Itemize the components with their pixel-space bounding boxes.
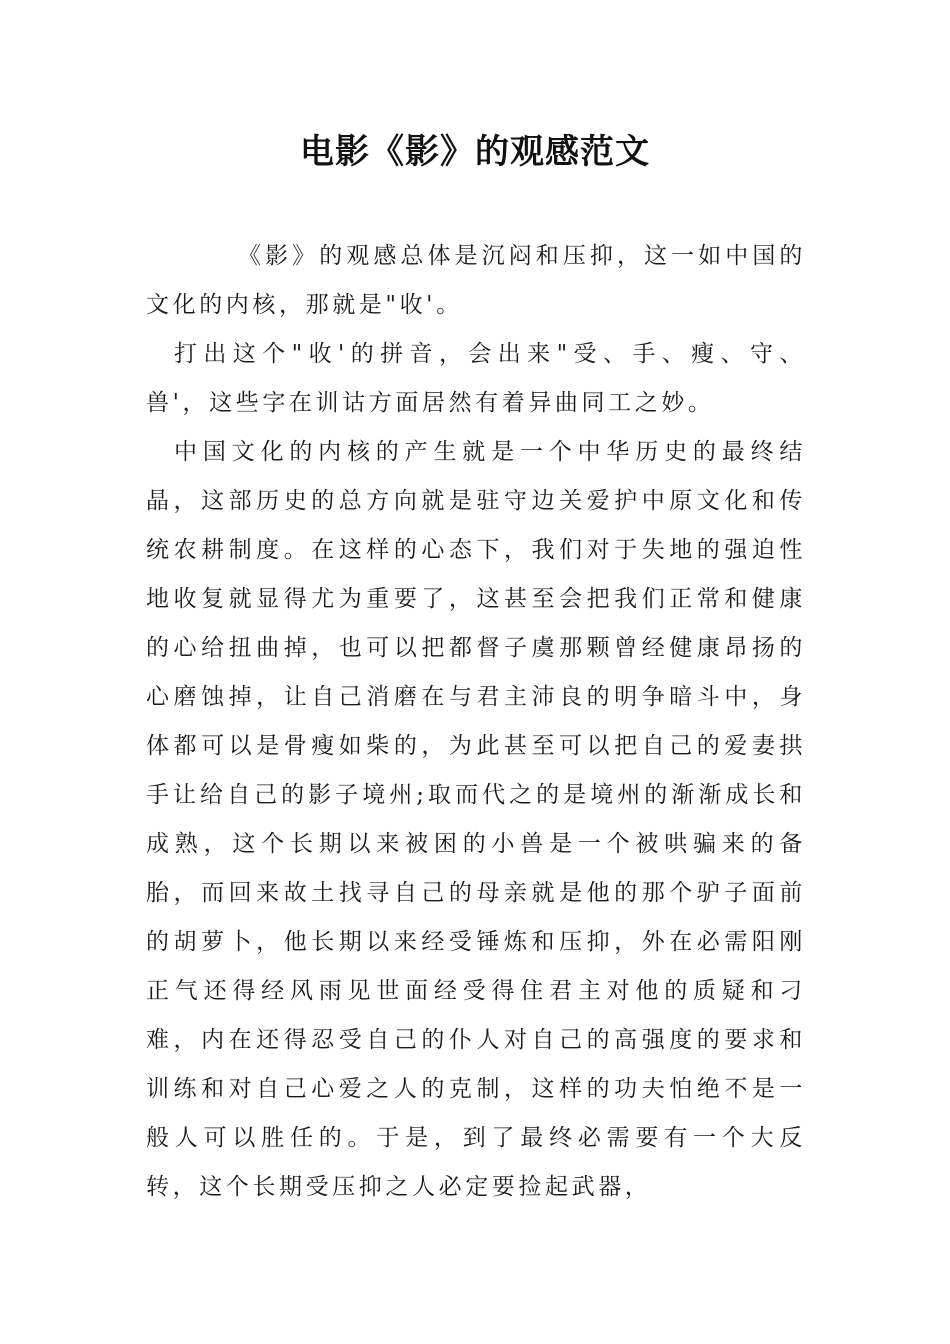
paragraph-1: 《影》的观感总体是沉闷和压抑，这一如中国的文化的内核，那就是"收'。 (146, 243, 806, 318)
document-body (146, 232, 806, 1212)
paragraph-2: 打出这个"收'的拼音，会出来"受、手、瘦、守、兽'，这些字在训诂方面居然有着异曲同工之妙。 (146, 341, 806, 416)
paragraph-3: 中国文化的内核的产生就是一个中华历史的最终结晶，这部历史的总方向就是驻守边关爱护中原文化和传统农耕制度。在这样的心态下，我们对于失地的强迫性地收复就显得尤为重要了，这甚至会把我们正常和健康的心给扭曲掉，也可以把都督子虞那颗曾经健康昂扬的心磨蚀掉，让自己消磨在与君主沛良的明争暗斗中，身体都可以是骨瘦如柴的，为此甚至可以把自己的爱妻拱手让给自己的影子境州;取而代之的是境州的渐渐成长和成熟，这个长期以来被困的小兽是一个被哄骗来的备胎，而回来故土找寻自己的母亲就是他的那个驴子面前的胡萝卜，他长期以来经受锤炼和压抑，外在必需阳刚正气还得经风雨见世面经受得住君主对他的质疑和刁难，内在还得忍受自己的仆人对自己的高强度的要求和训练和对自己心爱之人的克制，这样的功夫怕绝不是一般人可以胜任的。于是，到了最终必需要有一个大反转，这个长期受压抑之人必定要捡起武器， (146, 439, 806, 1200)
page-title: 电影《影》的观感范文 (300, 132, 650, 172)
